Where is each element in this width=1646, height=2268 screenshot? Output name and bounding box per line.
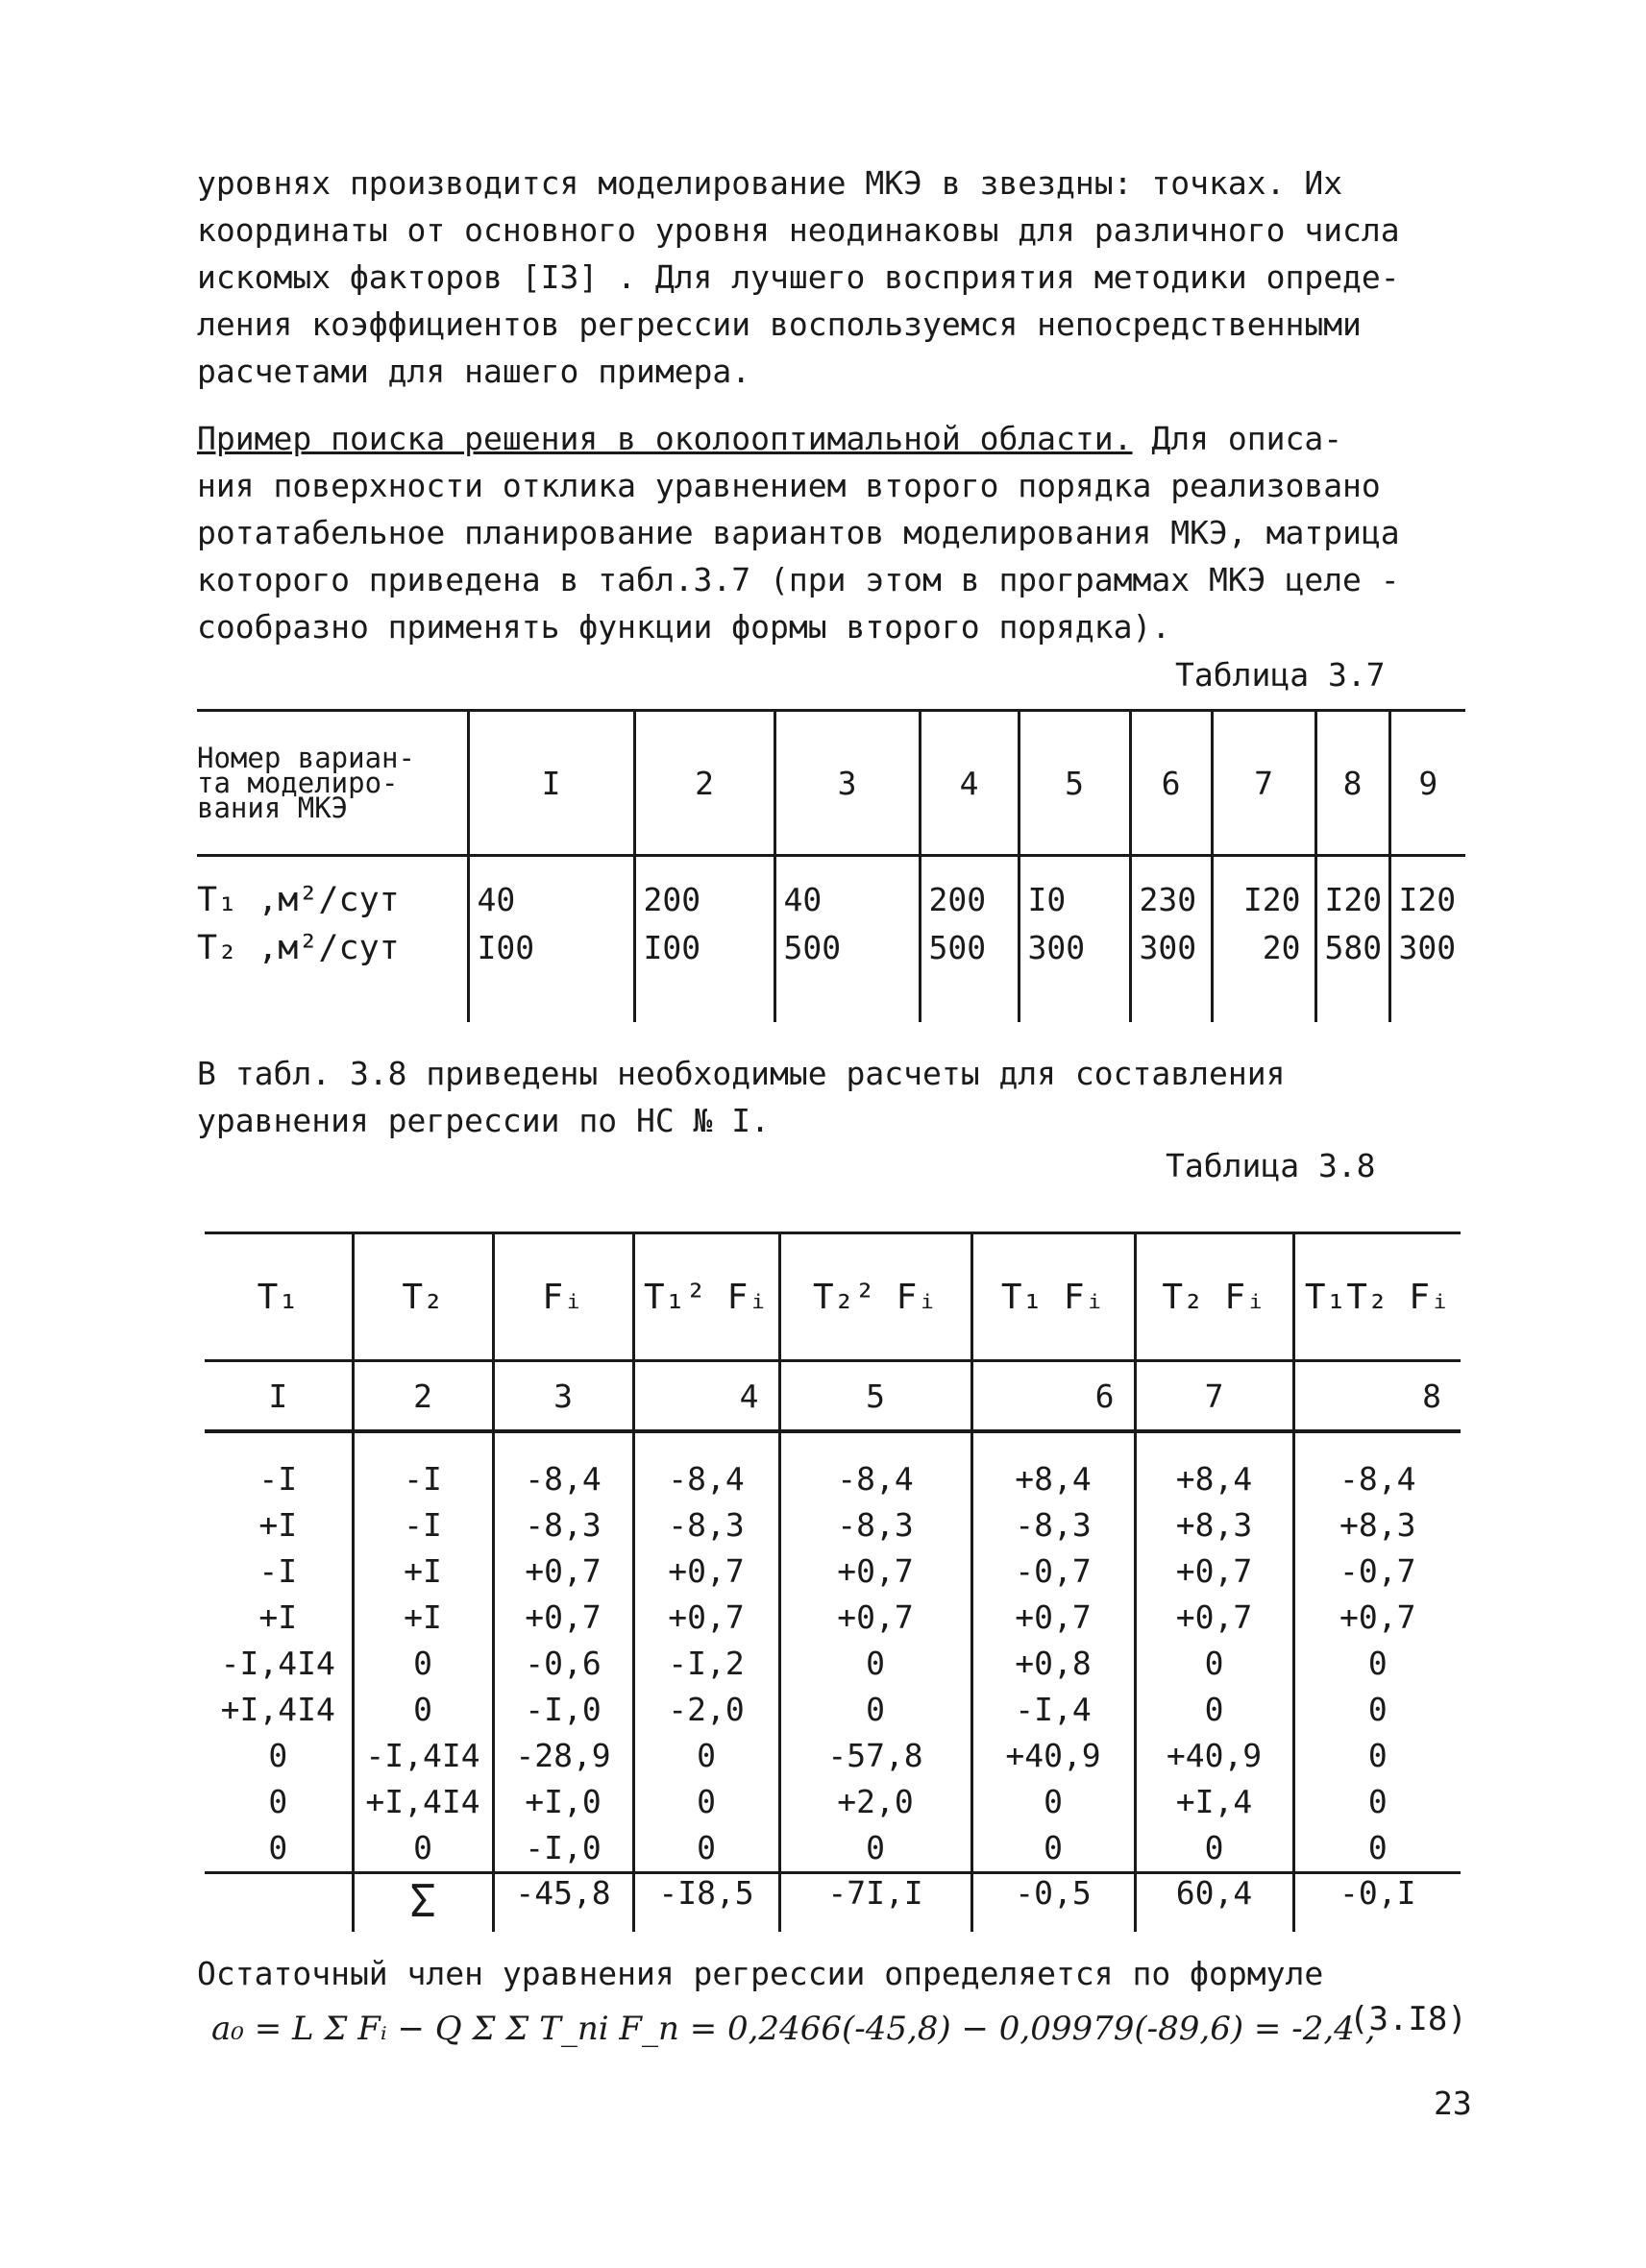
column-number: 7 — [1135, 1361, 1293, 1432]
table-row: 0 +I,4I4 +I,0 0 +2,0 0 +I,4 0 — [205, 1779, 1461, 1825]
table-row: +I -I -8,3 -8,3 -8,3 -8,3 +8,3 +8,3 — [205, 1502, 1461, 1549]
t1-label: T₁ ,м²/сут — [197, 881, 400, 919]
sum-blank-cell — [205, 1873, 353, 1933]
column-number: 8 — [1293, 1361, 1461, 1432]
paragraph-residual: Остаточный член уравнения регрессии определяется по формуле — [197, 1955, 1324, 1992]
column-number: I — [205, 1361, 353, 1432]
variant-values: 40 I00 — [468, 856, 634, 1023]
column-header: T₂ Fᵢ — [1135, 1233, 1293, 1361]
sum-value: -0,I — [1293, 1873, 1461, 1933]
variant-values: I20 580 — [1315, 856, 1389, 1023]
table-3-7-body — [197, 856, 1465, 1023]
variant-col: 6 — [1130, 711, 1212, 856]
variant-values: 40 500 — [774, 856, 920, 1023]
column-header: T₂ — [353, 1233, 493, 1361]
table-row: -I,4I4 0 -0,6 -I,2 0 +0,8 0 0 — [205, 1641, 1461, 1687]
sum-value: -7I,I — [779, 1873, 971, 1933]
column-header: Fᵢ — [493, 1233, 633, 1361]
paragraph-table-3-8-intro: В табл. 3.8 приведены необходимые расчеты для составления уравнения регрессии по НС № I. — [197, 1055, 1286, 1139]
table-sum-row — [205, 1873, 1461, 1933]
variant-values: 230 300 — [1130, 856, 1212, 1023]
column-header: T₁ Fᵢ — [971, 1233, 1135, 1361]
column-header: T₁T₂ Fᵢ — [1293, 1233, 1461, 1361]
variant-col: 5 — [1019, 711, 1130, 856]
table-row: -I +I +0,7 +0,7 +0,7 -0,7 +0,7 -0,7 — [205, 1549, 1461, 1595]
column-header: T₂² Fᵢ — [779, 1233, 971, 1361]
table-row: +I +I +0,7 +0,7 +0,7 +0,7 +0,7 +0,7 — [205, 1595, 1461, 1641]
sum-value: 60,4 — [1135, 1873, 1293, 1933]
column-number: 3 — [493, 1361, 633, 1432]
table-3-8-caption: Таблица 3.8 — [1166, 1147, 1376, 1184]
t2-label: T₂ ,м²/сут — [197, 929, 400, 967]
table-3-8 — [205, 1232, 1461, 1932]
sum-value: -45,8 — [493, 1873, 633, 1933]
column-number: 6 — [971, 1361, 1135, 1432]
variant-header-label: Номер вариан- та моделиро- вания МКЭ — [197, 711, 468, 856]
row-labels — [197, 856, 468, 1023]
sum-symbol: Σ — [353, 1873, 493, 1933]
page-number: 23 — [1434, 2085, 1472, 2122]
variant-col: 2 — [634, 711, 774, 856]
variant-col: 8 — [1315, 711, 1389, 856]
column-header: T₁ — [205, 1233, 353, 1361]
table-row: 0 -I,4I4 -28,9 0 -57,8 +40,9 +40,9 0 — [205, 1733, 1461, 1779]
table-3-7-header — [197, 711, 1465, 856]
variant-values: I20 300 — [1389, 856, 1465, 1023]
variant-values: I0 300 — [1019, 856, 1130, 1023]
table-3-8-header — [205, 1233, 1461, 1361]
formula-number: (3.I8) — [1349, 2000, 1467, 2038]
variant-values: 200 500 — [920, 856, 1019, 1023]
table-row: -I -I -8,4 -8,4 -8,4 +8,4 +8,4 -8,4 — [205, 1431, 1461, 1502]
column-numbers — [205, 1361, 1461, 1432]
sum-value: -0,5 — [971, 1873, 1135, 1933]
paragraph-example — [197, 415, 1475, 650]
formula-text: a₀ = L Σ Fᵢ − Q Σ Σ T_ni F_n = 0,2466(-45,8) − 0,09979(-89,6) = -2,4 , — [211, 2010, 1376, 2048]
table-3-7 — [197, 709, 1465, 1022]
variant-col: 9 — [1389, 711, 1465, 856]
table-row: +I,4I4 0 -I,0 -2,0 0 -I,4 0 0 — [205, 1687, 1461, 1733]
table-row: 0 0 -I,0 0 0 0 0 0 — [205, 1825, 1461, 1873]
sum-value: -I8,5 — [633, 1873, 779, 1933]
column-number: 2 — [353, 1361, 493, 1432]
example-heading: Пример поиска решения в околооптимальной области. — [197, 420, 1133, 457]
regression-formula — [211, 2000, 1467, 2048]
paragraph-intro: уровнях производится моделирование МКЭ в звездны: точках. Их координаты от основного уровня неодинаковы для различного числа искомых факторов [I3] . Для лучшего восприятия методики опреде- ления коэффициентов регрессии воспользуемся непосредственными расчетами для нашего примера. — [197, 164, 1400, 390]
variant-col: I — [468, 711, 634, 856]
variant-col: 3 — [774, 711, 920, 856]
variant-col: 7 — [1212, 711, 1315, 856]
column-header: T₁² Fᵢ — [633, 1233, 779, 1361]
column-number: 4 — [633, 1361, 779, 1432]
variant-values: I20 20 — [1212, 856, 1315, 1023]
variant-values: 200 I00 — [634, 856, 774, 1023]
variant-col: 4 — [920, 711, 1019, 856]
example-text: Для описа- ния поверхности отклика уравнением второго порядка реализовано ротатабельное планирование вариантов моделирования МКЭ, матрица которого приведена в табл.3.7 (при этом в программах МКЭ целе - сообразно применять функции формы второго порядка). — [197, 420, 1400, 646]
column-number: 5 — [779, 1361, 971, 1432]
table-3-7-caption: Таблица 3.7 — [1175, 656, 1386, 694]
